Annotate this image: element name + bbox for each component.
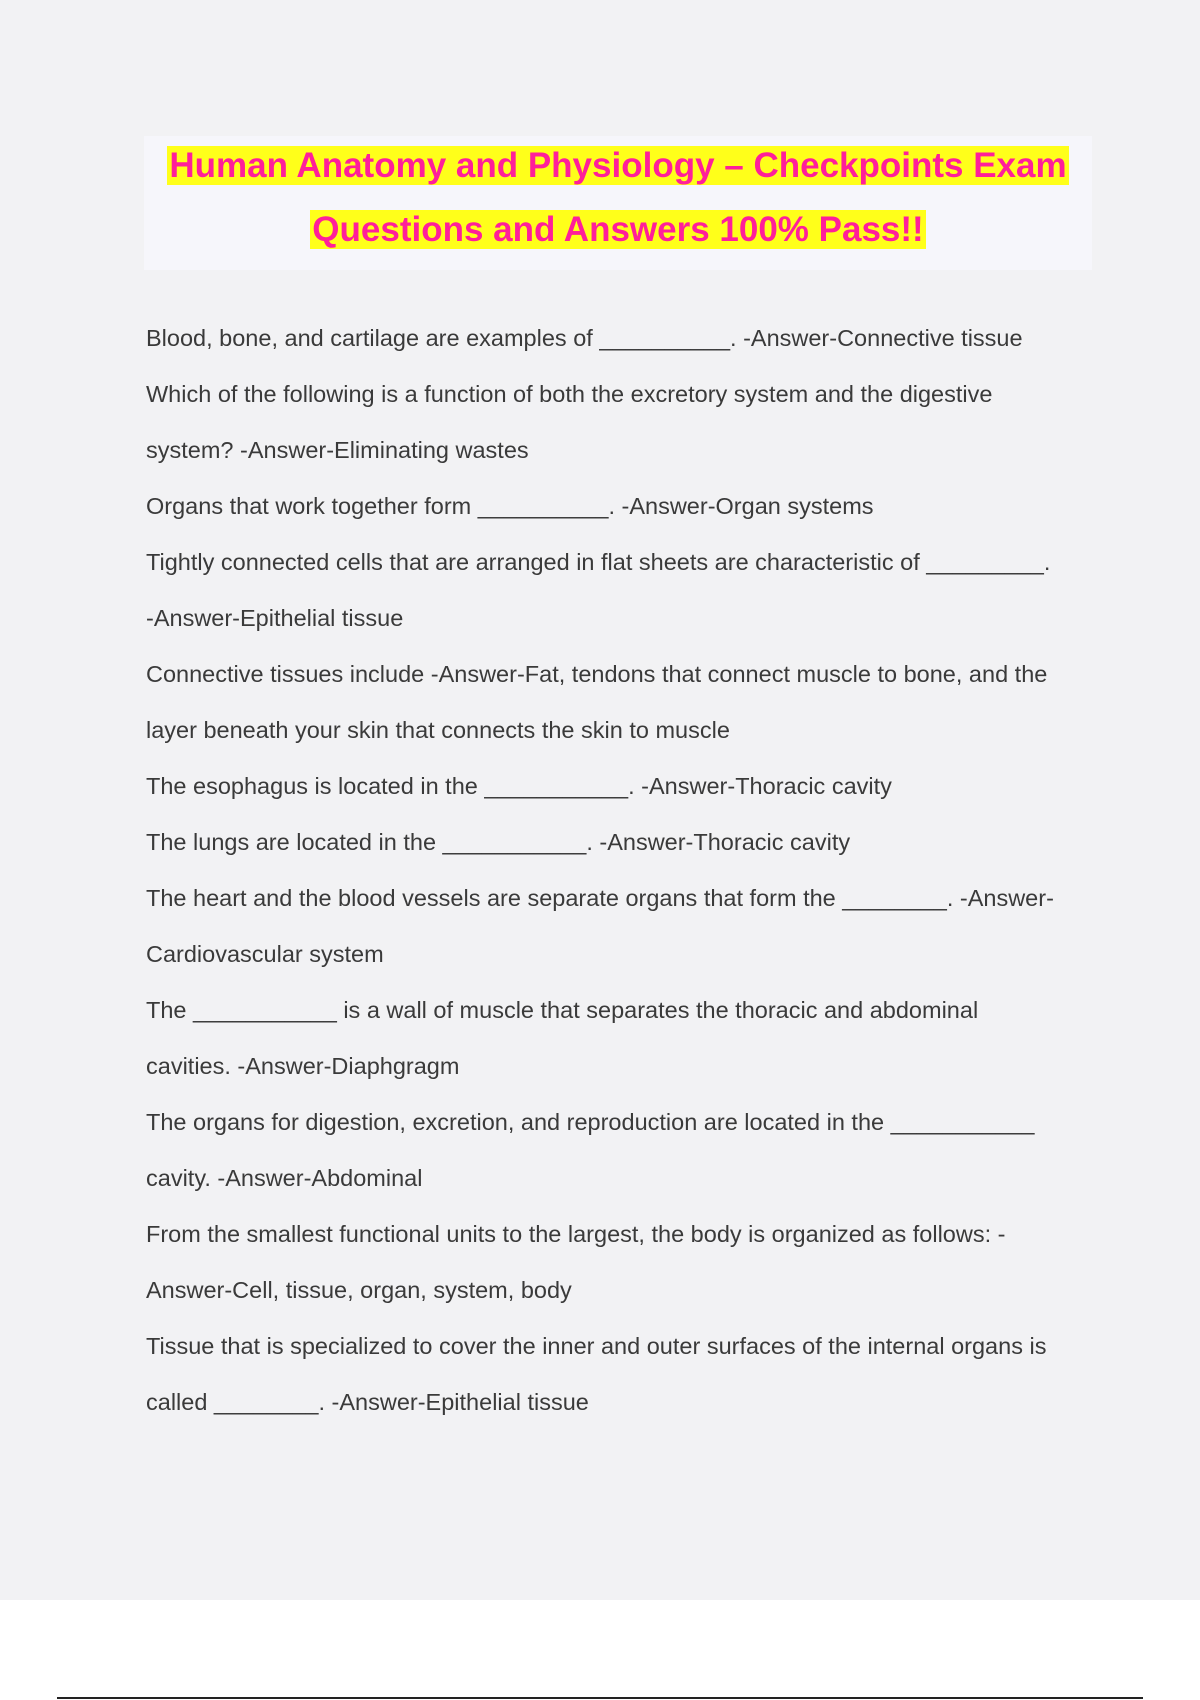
text-line: Answer-Cell, tissue, organ, system, body	[146, 1277, 572, 1303]
text-line: Tissue that is specialized to cover the inner and outer surfaces of the internal organs is	[146, 1333, 1047, 1359]
text-line: cavity. -Answer-Abdominal	[146, 1165, 423, 1191]
text-line: The organs for digestion, excretion, and reproduction are located in the ___________	[146, 1109, 1035, 1135]
text-line: -Answer-Epithelial tissue	[146, 605, 404, 631]
text-line: Which of the following is a function of both the excretory system and the digestive	[146, 381, 993, 407]
text-line: Cardiovascular system	[146, 941, 384, 967]
text-line: From the smallest functional units to the largest, the body is organized as follows: -	[146, 1221, 1006, 1247]
text-line: The esophagus is located in the ___________. -Answer-Thoracic cavity	[146, 773, 892, 799]
document-title-line-2	[144, 208, 1092, 252]
text-line: cavities. -Answer-Diaphgragm	[146, 1053, 460, 1079]
document-title-line-1	[144, 144, 1092, 188]
text-line: The lungs are located in the ___________. -Answer-Thoracic cavity	[146, 829, 851, 855]
text-line: Blood, bone, and cartilage are examples of __________. -Answer-Connective tissue	[146, 325, 1023, 351]
text-line: The heart and the blood vessels are separate organs that form the ________. -Answer-	[146, 885, 1054, 911]
text-line: The ___________ is a wall of muscle that separates the thoracic and abdominal	[146, 997, 979, 1023]
title-highlight-2: Questions and Answers 100% Pass!!	[312, 210, 924, 249]
title-highlight-1: Human Anatomy and Physiology – Checkpoints Exam	[169, 146, 1067, 185]
text-line: Connective tissues include -Answer-Fat, tendons that connect muscle to bone, and the	[146, 661, 1048, 687]
text-line: layer beneath your skin that connects the skin to muscle	[146, 717, 730, 743]
text-line: Tightly connected cells that are arranged in flat sheets are characteristic of _________.	[146, 549, 1051, 575]
question-answer-list	[146, 310, 1090, 1430]
page-divider	[57, 1697, 1143, 1699]
text-line: Organs that work together form __________. -Answer-Organ systems	[146, 493, 874, 519]
text-line: system? -Answer-Eliminating wastes	[146, 437, 529, 463]
text-line: called ________. -Answer-Epithelial tissue	[146, 1389, 589, 1415]
title-box	[144, 136, 1092, 270]
